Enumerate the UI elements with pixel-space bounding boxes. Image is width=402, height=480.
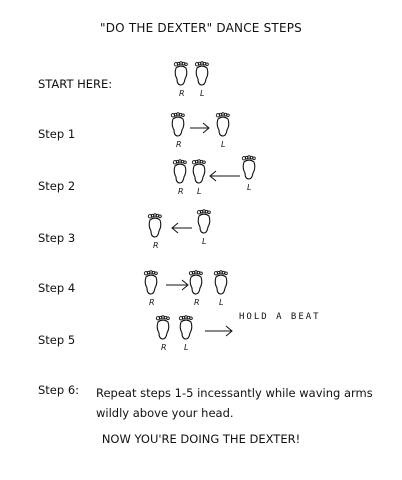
step-4-footprint-2 xyxy=(214,271,227,307)
closing-line: NOW YOU'RE DOING THE DEXTER! xyxy=(101,432,301,446)
step-5-arrow xyxy=(205,326,232,336)
foot-letter: R xyxy=(153,241,159,250)
hold-a-beat-note: HOLD A BEAT xyxy=(239,312,321,322)
step-2-footprint-0 xyxy=(173,160,186,196)
foot-letter: L xyxy=(247,183,252,192)
foot-letter: L xyxy=(200,89,205,98)
foot-letter: R xyxy=(176,140,182,149)
step-2-footprint-1 xyxy=(192,160,205,196)
start-here-label: START HERE: xyxy=(38,77,113,91)
step-3-footprint-1 xyxy=(197,210,210,246)
foot-letter: R xyxy=(179,89,185,98)
page-title: "DO THE DEXTER" DANCE STEPS xyxy=(100,21,302,35)
foot-letter: L xyxy=(219,298,224,307)
step-4-footprint-1 xyxy=(189,271,202,307)
foot-letter: R xyxy=(161,343,167,352)
foot-letter: L xyxy=(221,140,226,149)
step-1-footprint-1 xyxy=(216,113,229,149)
foot-letter: R xyxy=(178,187,184,196)
foot-letter: R xyxy=(194,298,200,307)
step-2-footprint-2 xyxy=(242,156,255,192)
step-2-label: Step 2 xyxy=(38,179,76,193)
step-2-arrow xyxy=(210,171,240,181)
step-4-arrow xyxy=(166,280,188,290)
step-0-footprint-0 xyxy=(174,62,187,98)
step-3-label: Step 3 xyxy=(38,231,76,245)
foot-letter: L xyxy=(197,187,202,196)
foot-letter: L xyxy=(202,237,207,246)
step-5-footprint-1 xyxy=(179,316,192,352)
step-6-label: Step 6: xyxy=(38,383,80,397)
step-0-footprint-1 xyxy=(195,62,208,98)
step-4-label: Step 4 xyxy=(38,281,76,295)
step-6-instructions: Repeat steps 1-5 incessantly while waving arms wildly above your head. xyxy=(96,386,373,420)
foot-letter: R xyxy=(149,298,155,307)
step-5-label: Step 5 xyxy=(38,333,76,347)
step-3-arrow xyxy=(172,223,192,233)
foot-letter: L xyxy=(184,343,189,352)
step-1-label: Step 1 xyxy=(38,127,76,141)
step-5-footprint-0 xyxy=(156,316,169,352)
step-3-footprint-0 xyxy=(148,214,161,250)
step-1-arrow xyxy=(190,123,209,133)
step-1-footprint-0 xyxy=(171,113,184,149)
step-4-footprint-0 xyxy=(144,271,157,307)
